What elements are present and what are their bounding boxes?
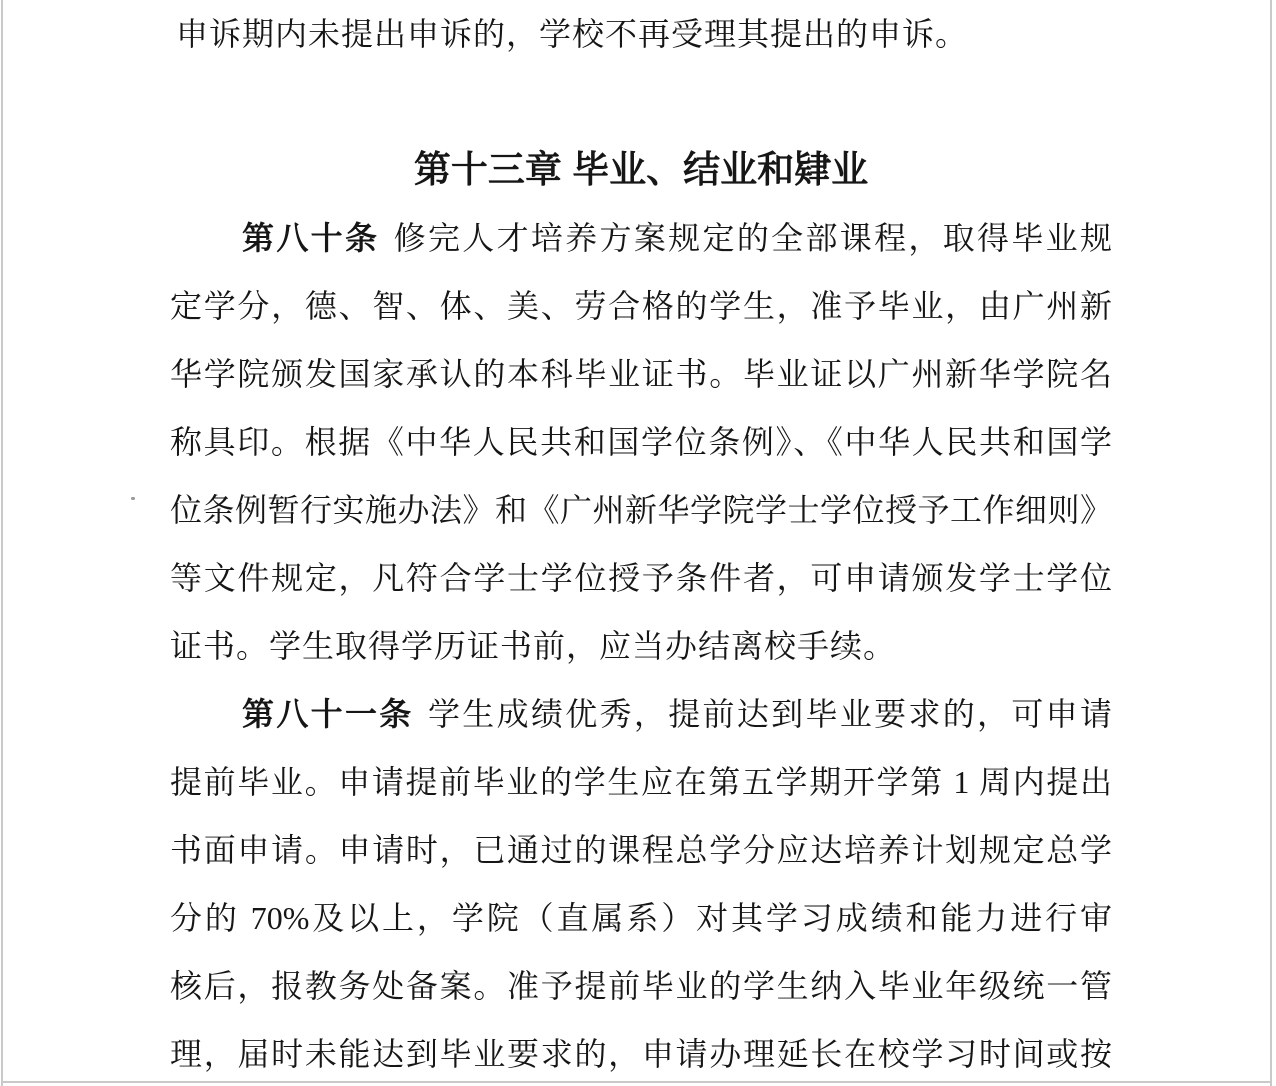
- line-text: 华学院颁发国家承认的本科毕业证书。毕业证以广州新华学院名: [170, 356, 1112, 392]
- line-text: 分的 70%及以上，学院（直属系）对其学习成绩和能力进行审: [170, 900, 1112, 936]
- article-number: 第八十一条: [242, 696, 414, 732]
- text-line: [170, 680, 1112, 748]
- line-text: 申诉期内未提出申诉的，学校不再受理其提出的申诉。: [176, 16, 969, 52]
- text-line: [170, 748, 1112, 816]
- line-text: 提前毕业。申请提前毕业的学生应在第五学期开学第 1 周内提出: [170, 764, 1112, 800]
- text-line: [170, 544, 1112, 612]
- line-text: 称具印。根据《中华人民共和国学位条例》、《中华人民共和国学: [170, 424, 1112, 460]
- article-number: 第八十条: [242, 220, 380, 256]
- text-line: [170, 272, 1112, 340]
- text-line: [170, 1020, 1112, 1086]
- line-text: 定学分，德、智、体、美、劳合格的学生，准予毕业，由广州新: [170, 288, 1112, 324]
- blank-line: [170, 68, 1112, 136]
- line-text: 等文件规定，凡符合学士学位授予条件者，可申请颁发学士学位: [170, 560, 1112, 596]
- scan-artifact-speck: [131, 497, 135, 500]
- text-line: [170, 884, 1112, 952]
- line-text: 位条例暂行实施办法》和《广州新华学院学士学位授予工作细则》: [170, 492, 1112, 528]
- text-line: [170, 816, 1112, 884]
- text-line: [170, 408, 1112, 476]
- line-text: 书面申请。申请时，已通过的课程总学分应达培养计划规定总学: [170, 832, 1112, 868]
- line-text: 核后，报教务处备案。准予提前毕业的学生纳入毕业年级统一管: [170, 968, 1112, 1004]
- text-column: [170, 0, 1112, 1086]
- line-text: 证书。学生取得学历证书前，应当办结离校手续。: [170, 628, 897, 664]
- text-line: [170, 340, 1112, 408]
- text-line: [170, 0, 1112, 68]
- text-line: [170, 952, 1112, 1020]
- text-line: [170, 612, 1112, 680]
- page-edge-left: [1, 0, 3, 1086]
- chapter-heading-text: 第十三章 毕业、结业和肄业: [413, 149, 869, 190]
- chapter-heading: [170, 136, 1112, 204]
- line-text: 学生成绩优秀，提前达到毕业要求的，可申请: [427, 696, 1112, 732]
- text-line: [170, 476, 1112, 544]
- line-text: 理，届时未能达到毕业要求的，申请办理延长在校学习时间或按: [170, 1036, 1112, 1072]
- page-edge-right: [1270, 0, 1272, 1086]
- text-line: [170, 204, 1112, 272]
- line-text: 修完人才培养方案规定的全部课程，取得毕业规: [393, 220, 1112, 256]
